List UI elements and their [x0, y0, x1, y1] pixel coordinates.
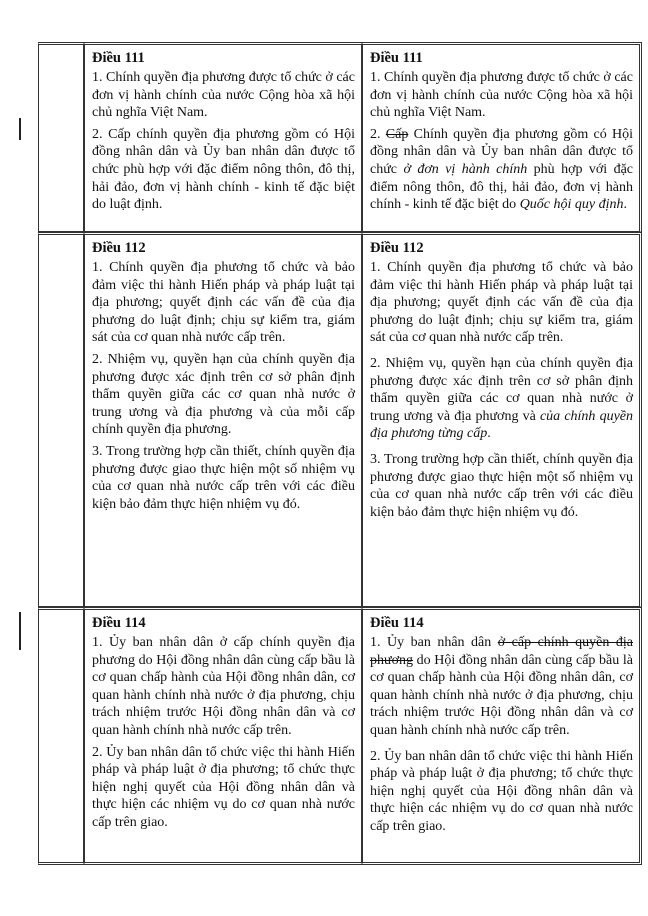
clause-text: .: [623, 197, 628, 213]
clause: 2. Nhiệm vụ, quyền hạn của chính quyền địa phương được xác định trên cơ sở phân định thẩm quyền giữa các cơ quan nhà nước ở trung ương và địa phương và của mỗi cấp chính quyền địa phương.: [92, 351, 355, 438]
clause: 2. Cấp chính quyền địa phương gồm có Hội đồng nhân dân và Ủy ban nhân dân được tổ chức phù hợp với đặc điểm nông thôn, đô thị, hải đảo, đơn vị hành chính - kinh tế đặc biệt do luật định.: [92, 126, 355, 213]
clause: 1. Chính quyền địa phương tổ chức và bảo đảm việc thi hành Hiến pháp và pháp luật tại địa phương; quyết định các vấn đề của địa phương do luật định; chịu sự kiểm tra, giám sát của cơ quan nhà nước cấp trên.: [370, 260, 633, 346]
clause: 2. Ủy ban nhân dân tổ chức việc thi hành Hiến pháp và pháp luật ở địa phương; tổ chức thực hiện nghị quyết của Hội đồng nhân dân và thực hiện các nhiệm vụ do cơ quan nhà nước cấp trên giao.: [92, 744, 355, 830]
clause: 3. Trong trường hợp cần thiết, chính quyền địa phương được giao thực hiện một số nhiệm vụ của cơ quan nhà nước cấp trên với các điều kiện bảo đảm thực hiện nhiệm vụ đó.: [92, 443, 355, 512]
original-text-cell: [84, 232, 362, 607]
clause-text: do Hội đồng nhân dân cùng cấp bầu là cơ quan chấp hành của Hội đồng nhân dân, cơ quan hành chính nhà nước ở địa phương, chịu trách nhiệm trước Hội đồng nhân dân và cơ quan hành chính nhà nước cấp trên.: [370, 652, 633, 738]
clause: [370, 634, 633, 740]
deleted-text: Cấp: [385, 126, 409, 142]
added-text: Quốc hội quy định: [519, 197, 624, 213]
amended-text-cell: [362, 607, 642, 865]
change-bar-marker: [19, 612, 21, 650]
original-text-cell: [84, 42, 362, 232]
clause-number: 2.: [370, 126, 381, 142]
article-title: Điều 114: [92, 615, 146, 631]
row-number-cell: [38, 232, 84, 607]
clause: 1. Chính quyền địa phương được tổ chức ở các đơn vị hành chính của nước Cộng hòa xã hội chủ nghĩa Việt Nam.: [370, 70, 633, 121]
clause: 3. Trong trường hợp cần thiết, chính quyền địa phương được giao thực hiện một số nhiệm vụ của cơ quan nhà nước cấp trên với các điều kiện bảo đảm thực hiện nhiệm vụ đó.: [370, 451, 633, 520]
table-row: [38, 607, 642, 865]
table-row: [38, 232, 642, 607]
deleted-text: ở cấp chính quyền địa phương: [370, 635, 633, 668]
article-title: Điều 111: [370, 50, 423, 66]
article-title: Điều 111: [92, 50, 145, 66]
clause-text: 1. Ủy ban nhân dân: [370, 635, 492, 650]
clause: [370, 126, 633, 214]
clause: 1. Chính quyền địa phương tổ chức và bảo đảm việc thi hành Hiến pháp và pháp luật tại địa phương; quyết định các vấn đề của địa phương do luật định; chịu sự kiểm tra, giám sát của cơ quan nhà nước cấp trên.: [92, 260, 355, 346]
change-bar-marker: [19, 118, 21, 140]
clause: [370, 355, 633, 443]
comparison-table: [38, 42, 642, 865]
clause: 1. Ủy ban nhân dân ở cấp chính quyền địa phương do Hội đồng nhân dân cùng cấp bầu là cơ quan chấp hành của Hội đồng nhân dân, cơ quan hành chính nhà nước ở địa phương, chịu trách nhiệm trước Hội đồng nhân dân và cơ quan hành chính nhà nước cấp trên.: [92, 635, 355, 738]
row-number-cell: [38, 42, 84, 232]
article-title: Điều 112: [92, 240, 146, 256]
clause: 2. Ủy ban nhân dân tổ chức việc thi hành Hiến pháp và pháp luật ở địa phương; tổ chức thực hiện nghị quyết của Hội đồng nhân dân và thực hiện các nhiệm vụ do cơ quan nhà nước cấp trên giao.: [370, 748, 633, 834]
original-text-cell: [84, 607, 362, 865]
amended-text-cell: [362, 232, 642, 607]
article-title: Điều 112: [370, 240, 424, 256]
clause-text: phù hợp với đặc điểm nông thôn, đô thị, hải đảo, đơn vị hành chính - kinh tế đặc biệt do: [370, 161, 634, 213]
article-title: Điều 114: [370, 615, 424, 631]
clause: 1. Chính quyền địa phương được tổ chức ở các đơn vị hành chính của nước Cộng hòa xã hội chủ nghĩa Việt Nam.: [92, 70, 355, 121]
table-row: [38, 42, 642, 232]
clause-text: 2. Nhiệm vụ, quyền hạn của chính quyền địa phương được xác định trên cơ sở phân định thẩm quyền giữa các cơ quan nhà nước ở trung ương và địa phương và: [370, 355, 633, 424]
added-text: của chính quyền địa phương từng cấp: [370, 408, 634, 442]
clause-text: .: [487, 426, 491, 442]
amended-text-cell: [362, 42, 642, 232]
added-text: ở đơn vị hành chính: [403, 161, 528, 177]
clause-text: Chính quyền địa phương gồm có Hội đồng nhân dân và Ủy ban nhân dân được tổ chức: [370, 126, 634, 177]
row-number-cell: [38, 607, 84, 865]
